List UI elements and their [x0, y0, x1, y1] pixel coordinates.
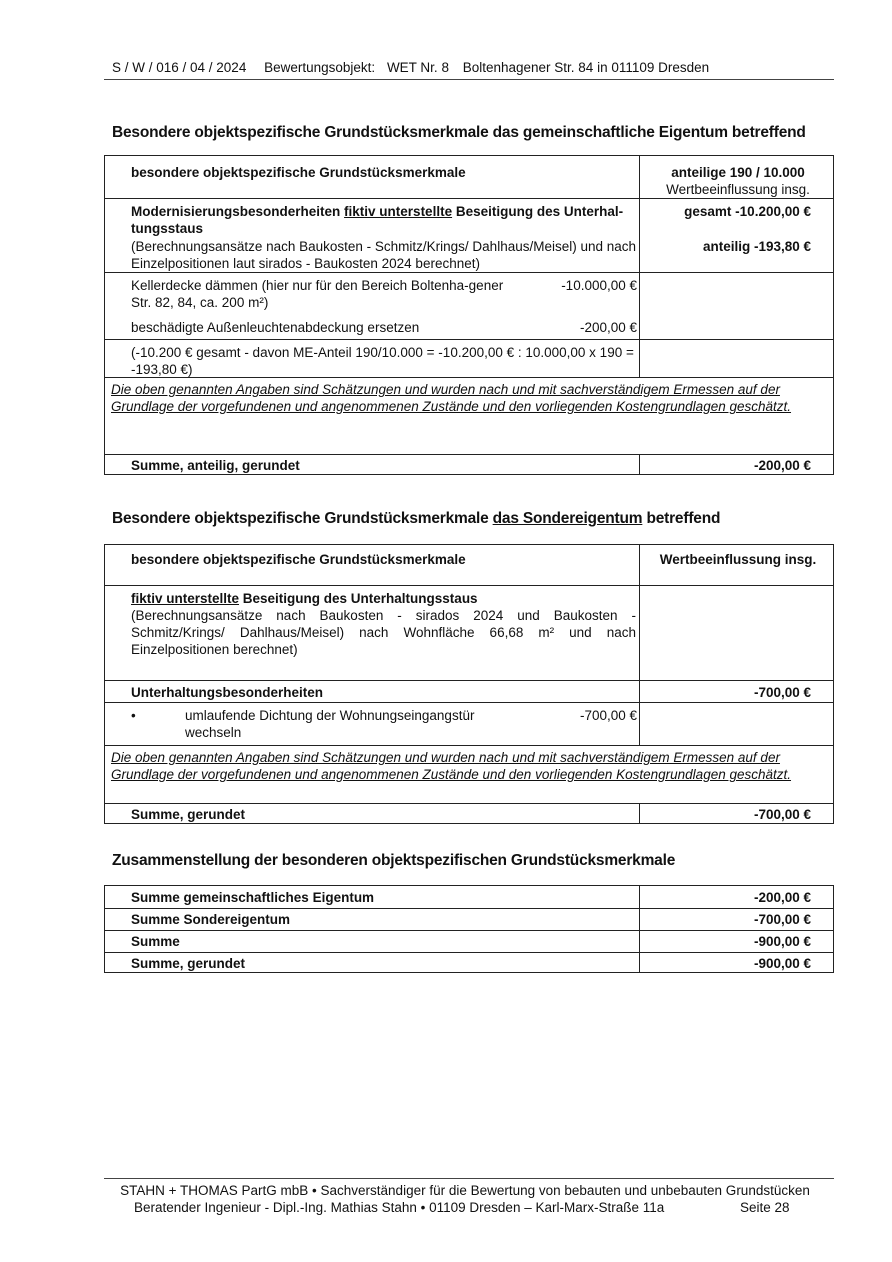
summary-row-label: Summe, gerundet — [131, 956, 246, 971]
section1-title: Besondere objektspezifische Grundstücksmerkmale das gemeinschaftliche Eigentum betreffend — [112, 124, 806, 141]
estimate-note: Die oben genannten Angaben sind Schätzungen und wurden nach und mit sachverständigem Ermessen auf der Grundlage der vorgefundenen und angenommenen Zustände und den vorliegenden Kostengrundlagen geschätzt. — [111, 750, 792, 782]
item-door-seal: umlaufende Dichtung der Wohnungseingangstür wechseln — [185, 708, 475, 740]
footer-address: Beratender Ingenieur - Dipl.-Ing. Mathias Stahn • 01109 Dresden – Karl-Marx-Straße 11a — [134, 1200, 665, 1215]
header-divider — [104, 79, 834, 80]
item-door-seal-value: -700,00 € — [579, 708, 637, 723]
summary-row-value: -700,00 € — [753, 912, 811, 927]
item-leuchte-value: -200,00 € — [579, 320, 637, 335]
col-divider — [639, 545, 640, 745]
col2-header-impact: Wertbeeinflussung insg. — [666, 182, 810, 197]
share-calculation: (-10.200 € gesamt - davon ME-Anteil 190/10.000 = -10.200,00 € : 10.000,00 x 190 = -193,80 €) — [131, 345, 634, 377]
common-property-table — [104, 155, 834, 475]
maintenance-label: Unterhaltungsbesonderheiten — [131, 685, 324, 700]
summary-row-label: Summe Sondereigentum — [131, 912, 291, 927]
sum-value: -200,00 € — [753, 458, 811, 473]
sum-value: -700,00 € — [753, 807, 811, 822]
object-label: Bewertungsobjekt: — [264, 60, 376, 75]
estimate-note: Die oben genannten Angaben sind Schätzungen und wurden nach und mit sachverständigem Ermessen auf der Grundlage der vorgefundenen und angenommenen Zustände und den vorliegenden Kostengrundlagen geschätzt. — [111, 382, 792, 414]
sum-label: Summe, anteilig, gerundet — [131, 458, 300, 473]
modernisation-description: (Berechnungsansätze nach Baukosten - Schmitz/Krings/ Dahlhaus/Meisel) und nach Einzelpositionen laut sirados - Baukosten 2024 berechnet) — [131, 239, 637, 271]
page-number: Seite 28 — [740, 1200, 790, 1215]
item-leuchte: beschädigte Außenleuchtenabdeckung ersetzen — [131, 320, 420, 335]
fictive-title: fiktiv unterstellte Beseitigung des Unterhaltungsstaus — [131, 591, 478, 606]
object-number: WET Nr. 8 — [386, 60, 449, 75]
modernisation-title: Modernisierungsbesonderheiten fiktiv unterstellte Beseitigung des Unterhal-tungsstaus — [131, 204, 624, 236]
summary-row-value: -200,00 € — [753, 890, 811, 905]
sum-label: Summe, gerundet — [131, 807, 246, 822]
col1-header: besondere objektspezifische Grundstücksmerkmale — [131, 165, 466, 180]
section2-title: Besondere objektspezifische Grundstücksmerkmale das Sondereigentum betreffend — [112, 510, 721, 527]
report-reference: S / W / 016 / 04 / 2024 — [112, 60, 247, 75]
page-header — [112, 60, 723, 75]
total-anteilig: anteilig -193,80 € — [702, 239, 811, 254]
col-divider — [639, 886, 640, 972]
summary-row-value: -900,00 € — [753, 934, 811, 949]
col-divider — [639, 156, 640, 377]
summary-table — [104, 885, 834, 973]
object-address: Boltenhagener Str. 84 in 011109 Dresden — [462, 60, 710, 75]
separate-property-table — [104, 544, 834, 824]
maintenance-value: -700,00 € — [753, 685, 811, 700]
col2-header-share: anteilige 190 / 10.000 — [671, 165, 805, 180]
summary-row-value: -900,00 € — [753, 956, 811, 971]
col-divider-sum — [639, 454, 640, 474]
item-kellerdecke-value: -10.000,00 € — [561, 278, 637, 293]
bullet: • — [131, 708, 136, 723]
item-kellerdecke: Kellerdecke dämmen (hier nur für den Bereich Boltenha-gener Str. 82, 84, ca. 200 m²) — [131, 278, 504, 310]
footer-divider — [104, 1178, 834, 1179]
col2-header: Wertbeeinflussung insg. — [659, 552, 817, 567]
footer-company: STAHN + THOMAS PartG mbB • Sachverständiger für die Bewertung von bebauten und unbebauten Grundstücken — [120, 1183, 810, 1198]
summary-row-label: Summe — [131, 934, 180, 949]
fictive-description: (Berechnungsansätze nach Baukosten - sirados 2024 und Baukosten - Schmitz/Krings/ Dahlhaus/Meisel) nach Wohnfläche 66,68 m² und nach Einzelpositionen berechnet) — [131, 608, 636, 657]
summary-row-label: Summe gemeinschaftliches Eigentum — [131, 890, 375, 905]
col1-header: besondere objektspezifische Grundstücksmerkmale — [131, 552, 466, 567]
section3-title: Zusammenstellung der besonderen objektspezifischen Grundstücksmerkmale — [112, 852, 676, 869]
total-gesamt: gesamt -10.200,00 € — [684, 204, 811, 219]
col-divider-sum — [639, 803, 640, 823]
